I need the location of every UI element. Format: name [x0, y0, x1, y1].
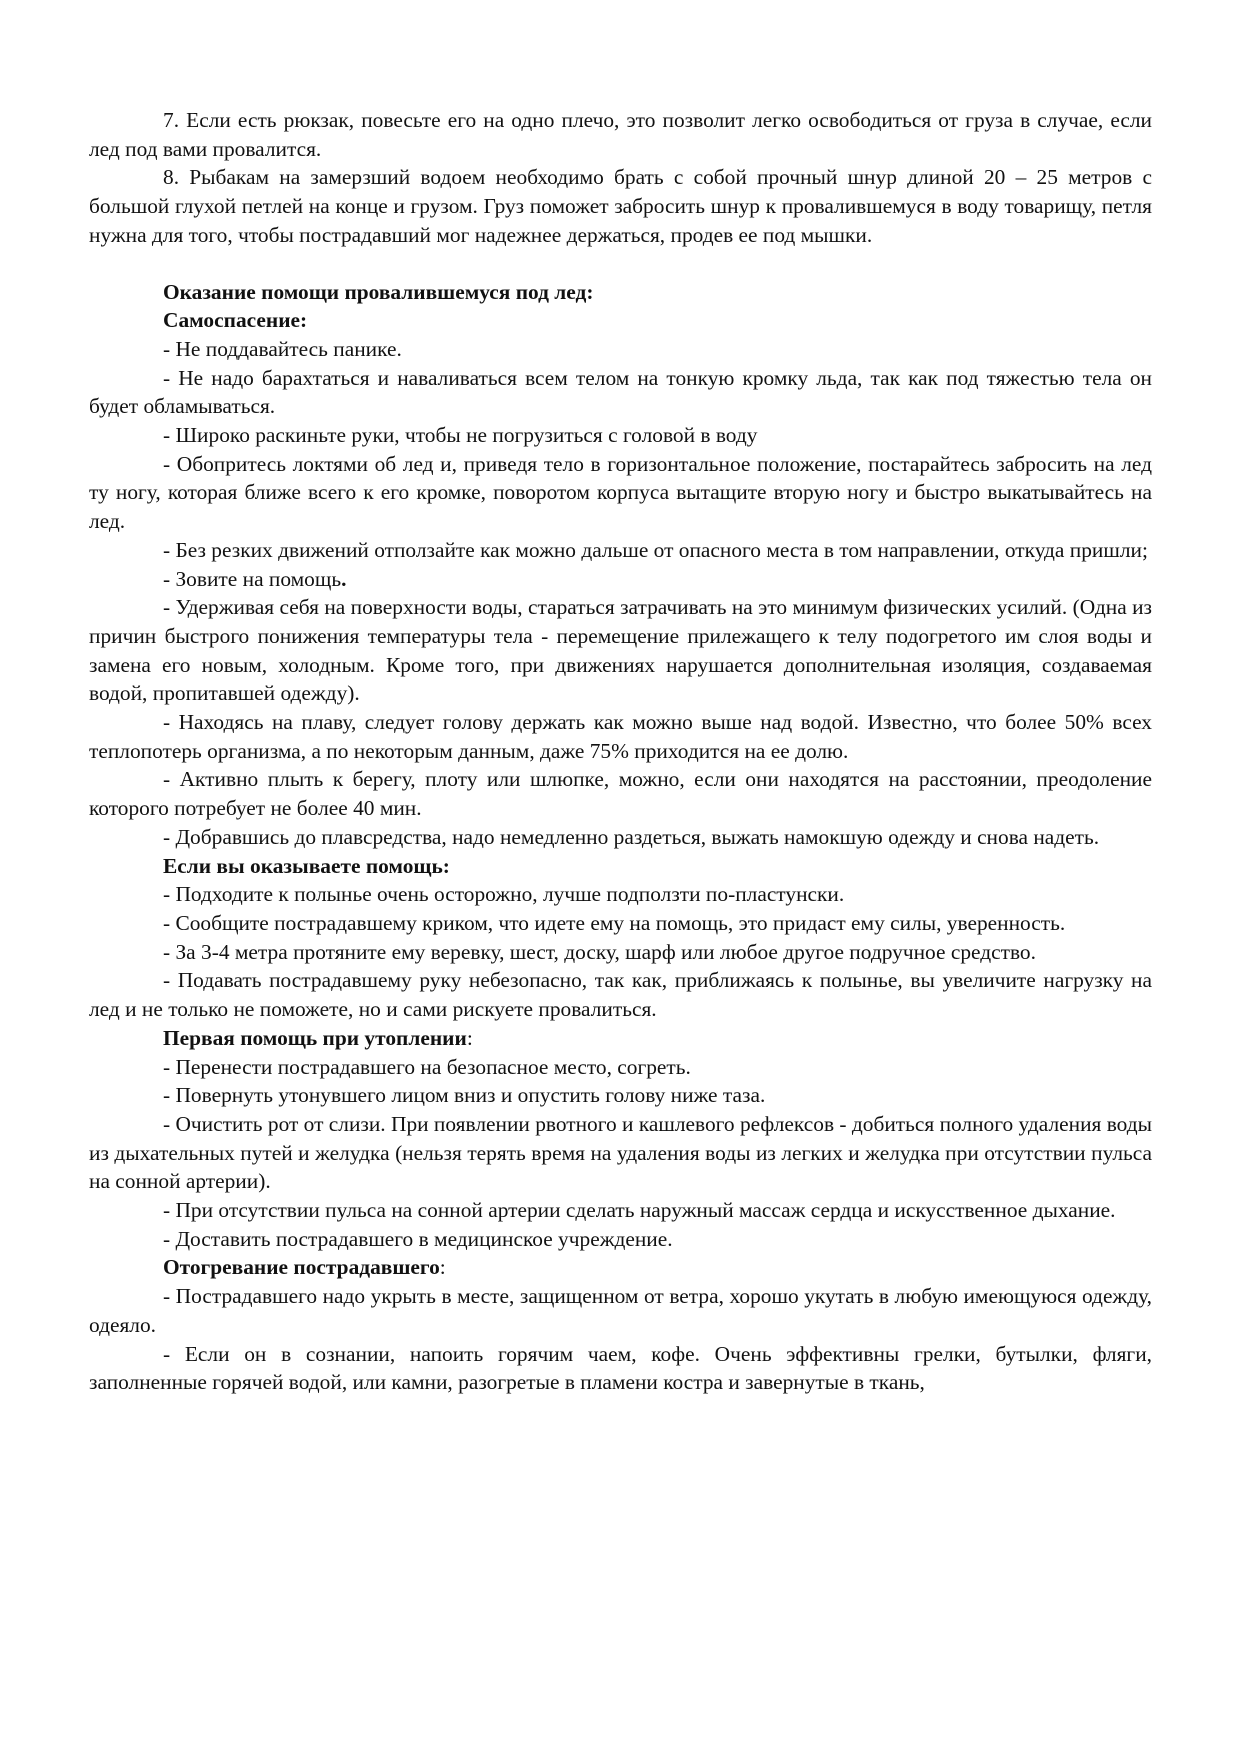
- warming-colon: :: [439, 1255, 446, 1280]
- first-aid-item-2: - Повернуть утонувшего лицом вниз и опустить голову ниже таза.: [163, 1083, 766, 1108]
- warming-item-2: - Если он в сознании, напоить горячим чаем, кофе. Очень эффективны грелки, бутылки, фляги, заполненные горячей водой, или камни, разогретые в пламени костра и завернутые в ткань,: [89, 1341, 1152, 1395]
- self-rescue-item-9: - Активно плыть к берегу, плоту или шлюпке, можно, если они находятся на расстоянии, преодоление которого потребует не более 40 мин.: [89, 767, 1152, 821]
- subheading-self-rescue: Самоспасение:: [163, 308, 308, 333]
- self-rescue-item-5: - Без резких движений отползайте как можно дальше от опасного места в том направлении, откуда пришли;: [163, 537, 1148, 562]
- helping-item-2: - Сообщите пострадавшему криком, что идете ему на помощь, это придаст ему силы, уверенность.: [163, 910, 1066, 935]
- self-rescue-item-10: - Добравшись до плавсредства, надо немедленно раздеться, выжать намокшую одежду и снова надеть.: [163, 824, 1100, 849]
- warming-title: Отогревание пострадавшего: [163, 1255, 440, 1280]
- call-for-help-period: .: [341, 566, 347, 591]
- document-page: [89, 106, 1152, 1397]
- subheading-first-aid: [89, 1024, 1152, 1053]
- self-rescue-item-3: - Широко раскиньте руки, чтобы не погрузиться с головой в воду: [163, 423, 758, 448]
- self-rescue-item-7: - Удерживая себя на поверхности воды, стараться затрачивать на это минимум физических усилий. (Одна из причин быстрого понижения температуры тела - перемещение прилежащего к телу подогретого им слоя воды и замена его новым, холодным. Кроме того, при движениях нарушается дополнительная изоляция, создаваемая водой, пропитавшей одежду).: [89, 595, 1152, 706]
- section-heading-help: Оказание помощи провалившемуся под лед:: [163, 279, 594, 304]
- self-rescue-item-8: - Находясь на плаву, следует голову держать как можно выше над водой. Известно, что более 50% всех теплопотерь организма, а по некоторым данным, даже 75% приходится на ее долю.: [89, 710, 1152, 763]
- first-aid-item-5: - Доставить пострадавшего в медицинское учреждение.: [163, 1226, 673, 1251]
- self-rescue-item-1: - Не поддавайтесь панике.: [163, 336, 402, 361]
- subheading-helping: Если вы оказываете помощь:: [163, 853, 450, 878]
- first-aid-item-1: - Перенести пострадавшего на безопасное место, согреть.: [163, 1054, 691, 1079]
- first-aid-item-3: - Очистить рот от слизи. При появлении рвотного и кашлевого рефлексов - добиться полного удаления воды из дыхательных путей и желудка (нельзя терять время на удаления воды из легких и желудка при отсутствии пульса на сонной артерии).: [89, 1111, 1152, 1194]
- call-for-help-text: - Зовите на помощь: [163, 566, 342, 591]
- self-rescue-item-4: - Обопритесь локтями об лед и, приведя тело в горизонтальное положение, постарайтесь забросить на лед ту ногу, которая ближе всего к его кромке, поворотом корпуса вытащите вторую ногу и быстро выкатывайтесь на лед.: [89, 451, 1152, 534]
- first-aid-item-4: - При отсутствии пульса на сонной артерии сделать наружный массаж сердца и искусственное дыхание.: [163, 1198, 1116, 1223]
- helping-item-4: - Подавать пострадавшему руку небезопасно, так как, приближаясь к полынье, вы увеличите нагрузку на лед и не только не поможете, но и сами рискуете провалиться.: [89, 968, 1152, 1022]
- warming-item-1: - Пострадавшего надо укрыть в месте, защищенном от ветра, хорошо укутать в любую имеющуюся одежду, одеяло.: [89, 1284, 1152, 1337]
- subheading-warming: [89, 1253, 1152, 1282]
- section-gap: [89, 250, 1152, 278]
- first-aid-title: Первая помощь при утоплении: [163, 1025, 467, 1050]
- self-rescue-item-2: - Не надо барахтаться и наваливаться всем телом на тонкую кромку льда, так как под тяжестью тела он будет обламываться.: [89, 365, 1152, 419]
- first-aid-colon: :: [466, 1025, 473, 1050]
- self-rescue-item-6: [89, 565, 1152, 594]
- helping-item-3: - За 3-4 метра протяните ему веревку, шест, доску, шарф или любое другое подручное средство.: [163, 939, 1036, 964]
- paragraph-item-8: 8. Рыбакам на замерзший водоем необходимо брать с собой прочный шнур длиной 20 – 25 метров с большой глухой петлей на конце и грузом. Груз поможет забросить шнур к провалившемуся в воду товарищу, петля нужна для того, чтобы пострадавший мог надежнее держаться, продев ее под мышки.: [89, 165, 1152, 247]
- helping-item-1: - Подходите к полынье очень осторожно, лучше подползти по-пластунски.: [163, 882, 845, 907]
- paragraph-item-7: 7. Если есть рюкзак, повесьте его на одно плечо, это позволит легко освободиться от груза в случае, если лед под вами провалится.: [89, 108, 1152, 161]
